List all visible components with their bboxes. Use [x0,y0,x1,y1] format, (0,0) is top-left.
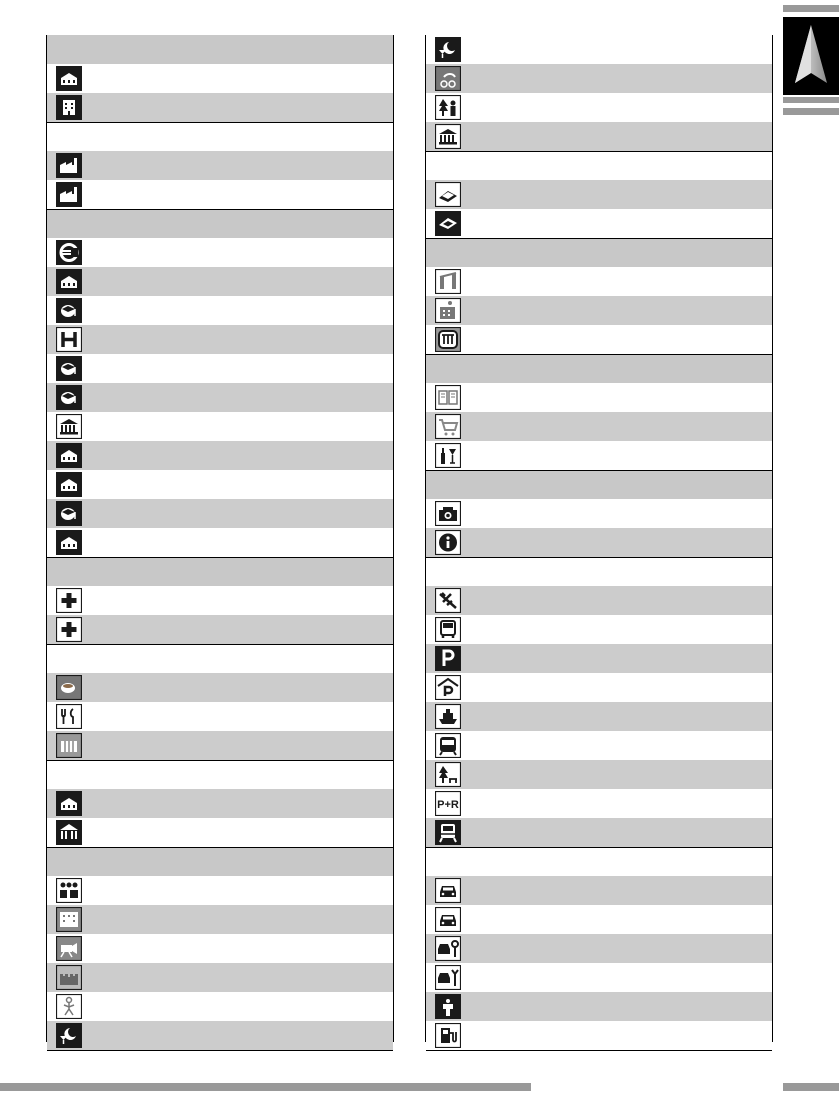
left-table-row [47,470,393,499]
left-category-header [47,644,393,673]
right-table-row [426,615,772,644]
bottom-gray-bar [0,1083,531,1091]
hospital-h-icon [56,327,82,352]
building-icon [56,269,82,294]
factory-icon [56,182,82,207]
euro-icon [56,240,82,265]
right-table-row [426,296,772,325]
graduation-cap-icon [56,298,82,323]
left-table-row [47,1021,393,1050]
right-table-row [426,1021,772,1050]
graduation-cap-icon [56,356,82,381]
left-table-row [47,702,393,731]
left-category-header [47,847,393,876]
rest-area-icon [435,762,461,787]
building-icon [56,66,82,91]
left-category-header [47,209,393,238]
left-table-row [47,876,393,905]
right-table-row [426,35,772,64]
medical-cross-icon [56,617,82,642]
right-category-header [426,354,772,383]
right-category-header [426,238,772,267]
airplane-icon [435,588,461,613]
right-table-row [426,963,772,992]
left-table-row [47,499,393,528]
right-table-row [426,731,772,760]
medical-cross-icon [56,588,82,613]
left-table-row [47,441,393,470]
left-category-header [47,122,393,151]
building-icon [56,530,82,555]
right-table-row [426,818,772,847]
left-table-row [47,412,393,441]
left-table-row [47,992,393,1021]
right-table-row [426,702,772,731]
left-table-row [47,151,393,180]
parking-icon [435,646,461,671]
camera-icon [435,501,461,526]
right-table-row [426,441,772,470]
left-table-row [47,383,393,412]
right-table-row [426,644,772,673]
left-table-row [47,64,393,93]
motorcycle-icon [435,994,461,1019]
right-table-row [426,267,772,296]
left-category-header [47,35,393,64]
railway-icon [435,820,461,845]
park-people-icon [435,95,461,120]
sports-figure-icon [56,994,82,1019]
map-book-icon [435,182,461,207]
right-table-row [426,905,772,934]
right-poi-icon-table [425,35,773,1042]
right-category-header [426,151,772,180]
right-table-row [426,383,772,412]
building-icon [56,472,82,497]
top-tab-bar [783,5,839,12]
cinema-camera-icon [56,936,82,961]
left-table-row [47,731,393,760]
office-building-icon [56,95,82,120]
car-icon [435,878,461,903]
castle-icon [56,965,82,990]
building-icon [56,791,82,816]
ferry-icon [435,704,461,729]
right-table-row [426,209,772,238]
museum-icon [56,414,82,439]
tab-bar-mid [783,97,839,103]
fuel-station-icon [435,1023,461,1048]
right-table-row [426,93,772,122]
city-icon [435,298,461,323]
right-table-row [426,934,772,963]
monument-icon [435,327,461,352]
wine-icon [435,443,461,468]
tab-bar-lower [783,108,839,115]
nightlife-icon [56,1023,82,1048]
bottom-right-gray-bar [783,1083,839,1091]
right-table-row [426,412,772,441]
right-table-row [426,789,772,818]
people-group-icon [56,878,82,903]
right-table-row [426,64,772,93]
museum-icon [435,124,461,149]
building-icon [56,443,82,468]
navigation-arrow-badge [783,17,839,95]
left-table-row [47,586,393,615]
left-table-row [47,818,393,847]
left-table-row [47,267,393,296]
right-table-row [426,180,772,209]
left-category-header [47,557,393,586]
right-table-row [426,586,772,615]
right-table-row [426,673,772,702]
right-table-row [426,876,772,905]
shopping-cart-icon [435,414,461,439]
left-table-row [47,354,393,383]
train-icon [435,733,461,758]
left-table-row [47,789,393,818]
left-poi-icon-table [46,35,394,1042]
right-category-header [426,470,772,499]
cafe-cup-icon [56,675,82,700]
navigation-arrow-icon [783,17,839,95]
car-repair-icon [435,965,461,990]
industrial-icon [435,269,461,294]
right-table-row [426,992,772,1021]
left-table-row [47,238,393,267]
right-category-header [426,557,772,586]
left-table-row [47,963,393,992]
graduation-cap-icon [56,385,82,410]
right-category-header [426,847,772,876]
left-table-row [47,93,393,122]
theatre-icon [56,907,82,932]
right-table-row [426,528,772,557]
graduation-cap-icon [56,501,82,526]
left-table-row [47,905,393,934]
right-table-row [426,122,772,151]
left-category-header [47,760,393,789]
factory-icon [56,153,82,178]
svg-text:P+R: P+R [437,799,459,811]
right-table-row [426,760,772,789]
left-table-row [47,934,393,963]
left-table-bottom-rule [47,1050,393,1051]
restaurant-icon [56,704,82,729]
car-icon [435,907,461,932]
parking-garage-icon [435,675,461,700]
left-table-row [47,325,393,354]
temple-icon [56,820,82,845]
left-table-row [47,615,393,644]
right-table-bottom-rule [426,1050,772,1051]
car-service-icon [435,936,461,961]
left-table-row [47,180,393,209]
nightlife-icon [435,37,461,62]
info-icon [435,530,461,555]
park-and-ride-icon [435,791,461,816]
right-table-row [426,325,772,354]
bus-icon [435,617,461,642]
left-table-row [47,673,393,702]
casino-icon [435,66,461,91]
bar-icon [56,733,82,758]
left-table-row [47,528,393,557]
left-table-row [47,296,393,325]
open-book-icon [435,385,461,410]
right-table-row [426,499,772,528]
map-book-dark-icon [435,211,461,236]
